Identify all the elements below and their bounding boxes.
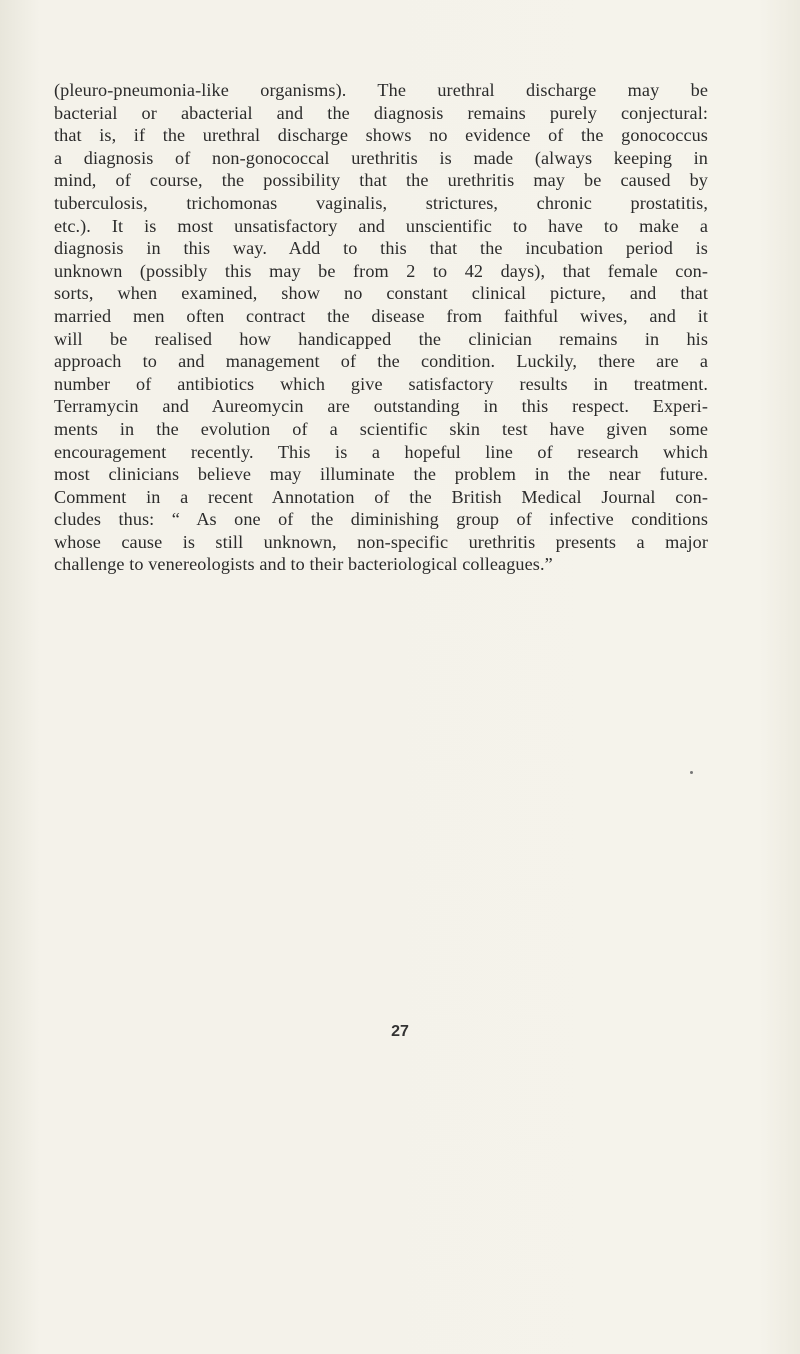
text-line: a diagnosis of non-gonococcal urethritis is made (always keeping in <box>54 147 708 168</box>
text-line: etc.). It is most unsatisfactory and unscientific to have to make a <box>54 215 708 236</box>
text-line: mind, of course, the possibility that the urethritis may be caused by <box>54 170 708 191</box>
text-line: bacterial or abacterial and the diagnosis remains purely conjectural: <box>54 102 708 123</box>
text-line: challenge to venereologists and to their bacteriological colleagues.” <box>54 554 553 575</box>
text-line: unknown (possibly this may be from 2 to 42 days), that female con- <box>54 260 708 281</box>
text-line: Comment in a recent Annotation of the British Medical Journal con- <box>54 486 708 507</box>
text-line: ments in the evolution of a scientific skin test have given some <box>54 418 708 439</box>
text-line: cludes thus: “ As one of the diminishing group of infective conditions <box>54 509 708 530</box>
page-number: 27 <box>391 1023 409 1040</box>
text-line: married men often contract the disease from faithful wives, and it <box>54 305 708 326</box>
text-line: tuberculosis, trichomonas vaginalis, strictures, chronic prostatitis, <box>54 192 708 213</box>
text-line: sorts, when examined, show no constant clinical picture, and that <box>54 283 708 304</box>
body-paragraph <box>54 79 708 576</box>
text-line: (pleuro-pneumonia-like organisms). The urethral discharge may be <box>54 80 708 100</box>
text-line: approach to and management of the condition. Luckily, there are a <box>54 351 708 372</box>
text-line: that is, if the urethral discharge shows no evidence of the gonococcus <box>54 125 708 146</box>
text-line: number of antibiotics which give satisfactory results in treatment. <box>54 373 708 394</box>
text-line: diagnosis in this way. Add to this that the incubation period is <box>54 238 708 259</box>
text-line: most clinicians believe may illuminate the problem in the near future. <box>54 464 708 485</box>
print-speck <box>690 771 693 774</box>
text-line: Terramycin and Aureomycin are outstanding in this respect. Experi- <box>54 396 708 417</box>
text-line: will be realised how handicapped the clinician remains in his <box>54 328 708 349</box>
text-line: whose cause is still unknown, non-specific urethritis presents a major <box>54 531 708 552</box>
text-line: encouragement recently. This is a hopeful line of research which <box>54 441 708 462</box>
